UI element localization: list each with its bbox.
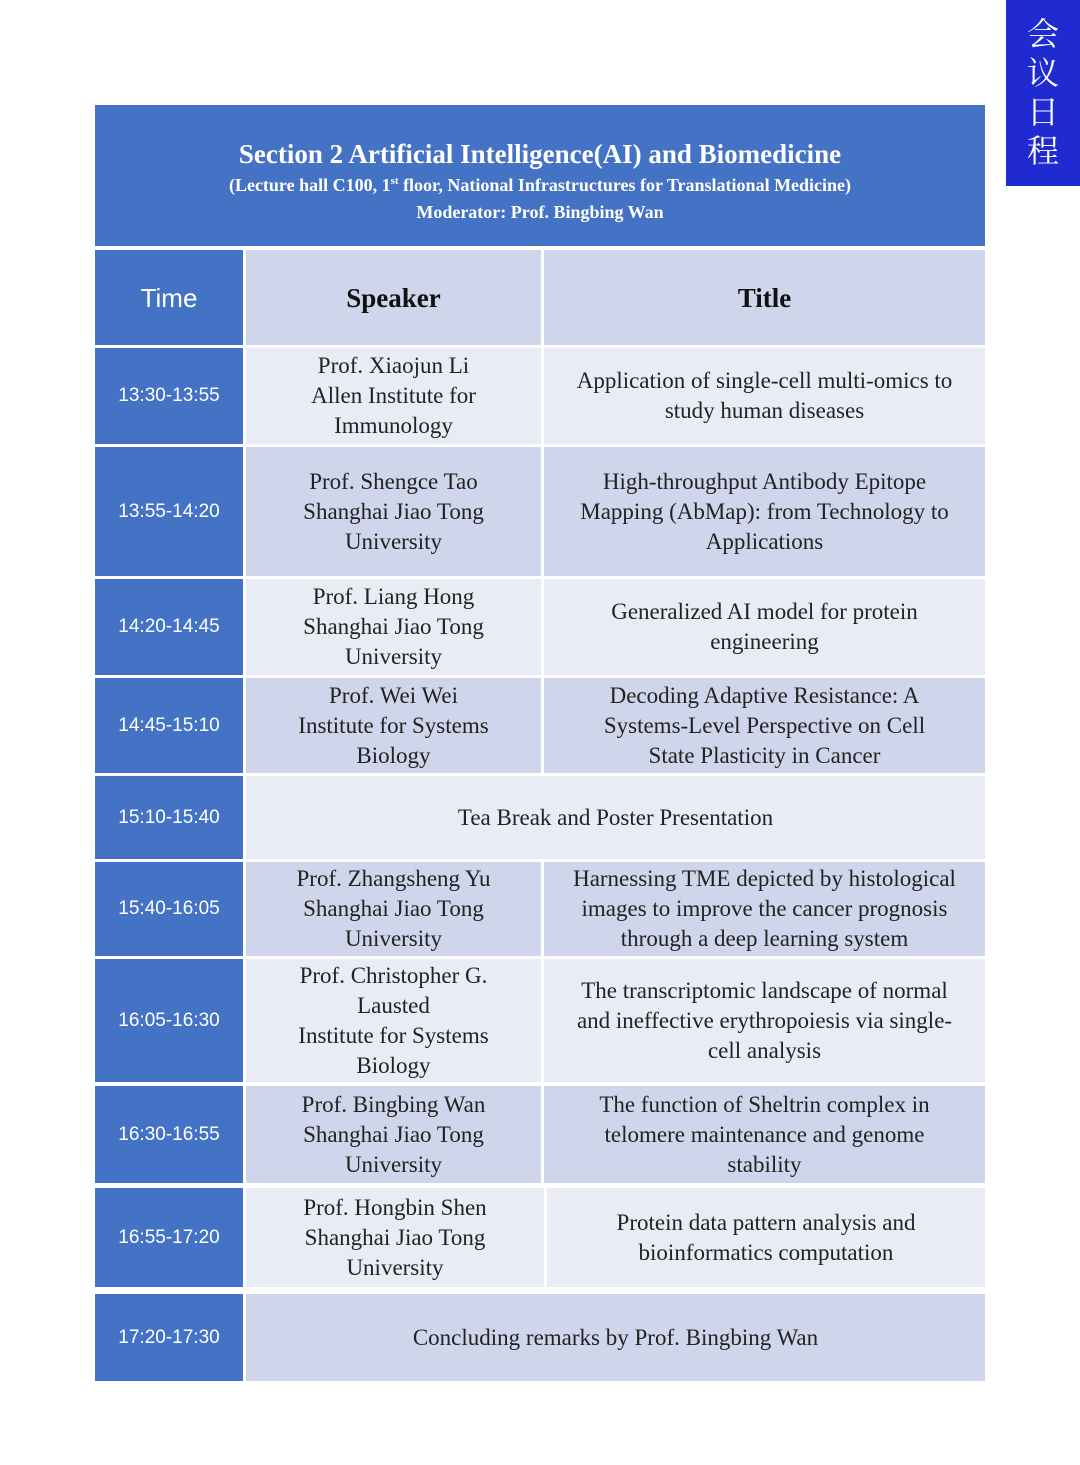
table-row-time: 13:55-14:20 xyxy=(95,447,243,576)
table-row-time: 16:05-16:30 xyxy=(95,959,243,1082)
column-header-speaker: Speaker xyxy=(246,250,541,345)
side-tab-char: 议 xyxy=(1026,54,1059,92)
table-row-title: The function of Sheltrin complex in telomere maintenance and genome stability xyxy=(544,1086,985,1183)
table-row-speaker: Prof. Hongbin Shen Shanghai Jiao Tong University xyxy=(246,1188,544,1287)
table-row-time: 15:40-16:05 xyxy=(95,862,243,956)
section-title: Section 2 Artificial Intelligence(AI) and Biomedicine xyxy=(238,139,842,169)
table-row-time: 17:20-17:30 xyxy=(95,1294,243,1381)
table-row-speaker: Prof. Shengce Tao Shanghai Jiao Tong University xyxy=(246,447,541,576)
concluding-remarks-cell: Concluding remarks by Prof. Bingbing Wan xyxy=(246,1294,985,1381)
table-row-time: 16:30-16:55 xyxy=(95,1086,243,1183)
venue-text: (Lecture hall C100, 1 xyxy=(228,175,391,195)
table-row-time: 14:20-14:45 xyxy=(95,579,243,675)
table-row-time: 14:45-15:10 xyxy=(95,678,243,773)
section-header xyxy=(95,105,985,246)
table-row-time: 13:30-13:55 xyxy=(95,348,243,444)
column-header-title: Title xyxy=(544,250,985,345)
table-row-speaker: Prof. Christopher G. Lausted Institute for Systems Biology xyxy=(246,959,541,1082)
table-row-time: 16:55-17:20 xyxy=(95,1188,243,1287)
table-row-title: Generalized AI model for protein engineering xyxy=(544,579,985,675)
table-row-time: 15:10-15:40 xyxy=(95,776,243,859)
side-tab-char: 程 xyxy=(1026,132,1059,170)
agenda-side-tab xyxy=(1006,0,1080,186)
table-row-title: High-throughput Antibody Epitope Mapping (AbMap): from Technology to Applications xyxy=(544,447,985,576)
table-row-title: Decoding Adaptive Resistance: A Systems-Level Perspective on Cell State Plasticity in Cancer xyxy=(544,678,985,773)
table-row-speaker: Prof. Liang Hong Shanghai Jiao Tong University xyxy=(246,579,541,675)
tea-break-cell: Tea Break and Poster Presentation xyxy=(246,776,985,859)
venue-line xyxy=(95,175,985,196)
table-row-speaker: Prof. Bingbing Wan Shanghai Jiao Tong University xyxy=(246,1086,541,1183)
venue-text-rest: floor, National Infrastructures for Translational Medicine) xyxy=(398,175,852,195)
table-row-speaker: Prof. Zhangsheng Yu Shanghai Jiao Tong University xyxy=(246,862,541,956)
table-row-speaker: Prof. Xiaojun Li Allen Institute for Immunology xyxy=(246,348,541,444)
column-header-time: Time xyxy=(95,250,243,345)
venue-superscript: st xyxy=(390,175,399,187)
table-row-title: Application of single-cell multi-omics to study human diseases xyxy=(544,348,985,444)
table-row-title: Protein data pattern analysis and bioinformatics computation xyxy=(547,1188,985,1287)
side-tab-char: 会 xyxy=(1026,15,1059,53)
table-row-title: The transcriptomic landscape of normal and ineffective erythropoiesis via single- cell analysis xyxy=(544,959,985,1082)
side-tab-char: 日 xyxy=(1026,93,1059,131)
table-row-title: Harnessing TME depicted by histological images to improve the cancer prognosis through a deep learning system xyxy=(544,862,985,956)
moderator-line: Moderator: Prof. Bingbing Wan xyxy=(416,202,664,222)
table-row-speaker: Prof. Wei Wei Institute for Systems Biology xyxy=(246,678,541,773)
